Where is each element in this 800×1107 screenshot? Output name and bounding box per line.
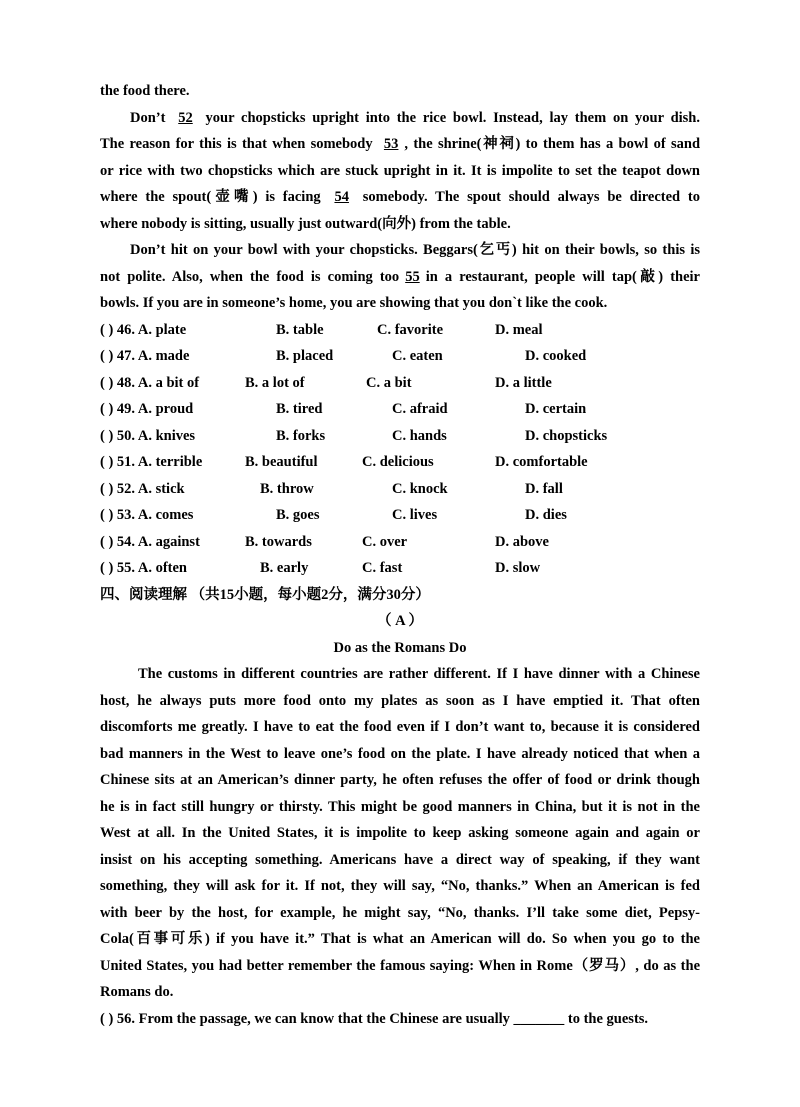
text-line: bowls. If you are in someone’s home, you are showing that you don`t like the cook. — [100, 295, 608, 311]
passage-line: discomforts me greatly. I have to eat the food even if I don’t want to, because it is considered — [100, 719, 700, 735]
question-row[interactable]: ( ) 54. A. against B. towards C. over D. above — [100, 533, 549, 550]
part-label: （ A ） — [377, 613, 423, 629]
question-row[interactable]: ( ) 50. A. knives B. forks C. hands D. chopsticks — [100, 427, 608, 444]
passage-line: he is in fact still hungry or thirsty. This might be good manners in China, but it is not in the — [100, 798, 700, 815]
question-row[interactable]: ( ) 46. A. plate B. table C. favorite D. meal — [100, 321, 543, 338]
question-row[interactable]: ( ) 49. A. proud B. tired C. afraid D. certain — [100, 401, 587, 417]
text-line: the food there. — [100, 83, 190, 99]
question-row[interactable]: ( ) 53. A. comes B. goes C. lives D. dies — [100, 507, 567, 523]
passage-line: something, they will ask for it. If not, they will say, “No, thanks.” When an American is fed — [100, 878, 700, 894]
question-row[interactable]: ( ) 47. A. made B. placed C. eaten D. cooked — [100, 348, 587, 364]
passage-line: Cola(百事可乐) if you have it.” That is what an American will do. So when you go to the — [100, 931, 700, 947]
question-row[interactable]: ( ) 51. A. terrible B. beautiful C. delicious D. comfortable — [100, 454, 588, 470]
blank-52[interactable]: 52 — [178, 109, 193, 126]
passage-line: The customs in different countries are rather different. If I have dinner with a Chinese — [138, 666, 700, 682]
passage-line: host, he always puts more food onto my plates as soon as I have emptied it. That often — [100, 692, 700, 709]
text-line: or rice with two chopsticks which are stuck upright in it. It is impolite to set the teapot down — [100, 162, 700, 179]
question-row[interactable]: ( ) 55. A. often B. early C. fast D. slow — [100, 560, 541, 576]
passage-line: with beer by the host, for example, he might say, “No, thanks. I’ll take some diet, Pepsy- — [100, 904, 700, 921]
text-line: The reason for this is that when somebody 53 , the shrine(神祠) to them has a bowl of sand — [100, 136, 700, 152]
question-56[interactable]: ( ) 56. From the passage, we can know that the Chinese are usually _______ to the guests. — [100, 1010, 649, 1027]
text-line: not polite. Also, when the food is coming too 55 in a restaurant, people will tap(敲) their — [100, 268, 700, 285]
exam-page — [100, 78, 700, 1032]
question-list — [100, 317, 700, 582]
blank-55[interactable]: 55 — [405, 268, 420, 285]
text-line: where the spout(壶嘴) is facing 54 somebody. The spout should always be directed to — [100, 189, 700, 205]
section-heading: 四、阅读理解 （共15小题，每小题2分，满分30分） — [100, 586, 430, 603]
blank-54[interactable]: 54 — [334, 189, 349, 205]
passage-line: insist on his accepting something. Americans have a direct way of speaking, if they want — [100, 851, 700, 868]
question-row[interactable]: ( ) 52. A. stick B. throw C. knock D. fall — [100, 480, 563, 497]
text-line: Don’t 52 your chopsticks upright into the rice bowl. Instead, lay them on your dish. — [130, 109, 700, 126]
passage-line: West at all. In the United States, it is impolite to keep asking someone again and again or — [100, 825, 700, 841]
text-line: Don’t hit on your bowl with your chopsticks. Beggars(乞丐) hit on their bowls, so this is — [130, 242, 700, 258]
question-row[interactable]: ( ) 48. A. a bit of B. a lot of C. a bit D. a little — [100, 374, 552, 391]
passage-line: Chinese sits at an American’s dinner party, he often refuses the offer of food or drink though — [100, 772, 700, 788]
passage-line: bad manners in the West to leave one’s food on the plate. I have already noticed that when a — [100, 745, 700, 762]
passage-body — [100, 661, 700, 1006]
text-line: where nobody is sitting, usually just outward(向外) from the table. — [100, 215, 511, 232]
passage-line: Romans do. — [100, 984, 174, 1000]
passage-title: Do as the Romans Do — [333, 639, 467, 656]
blank-53[interactable]: 53 — [383, 136, 399, 152]
passage-line: United States, you had better remember the famous saying: When in Rome（罗马）, do as the — [100, 957, 700, 974]
